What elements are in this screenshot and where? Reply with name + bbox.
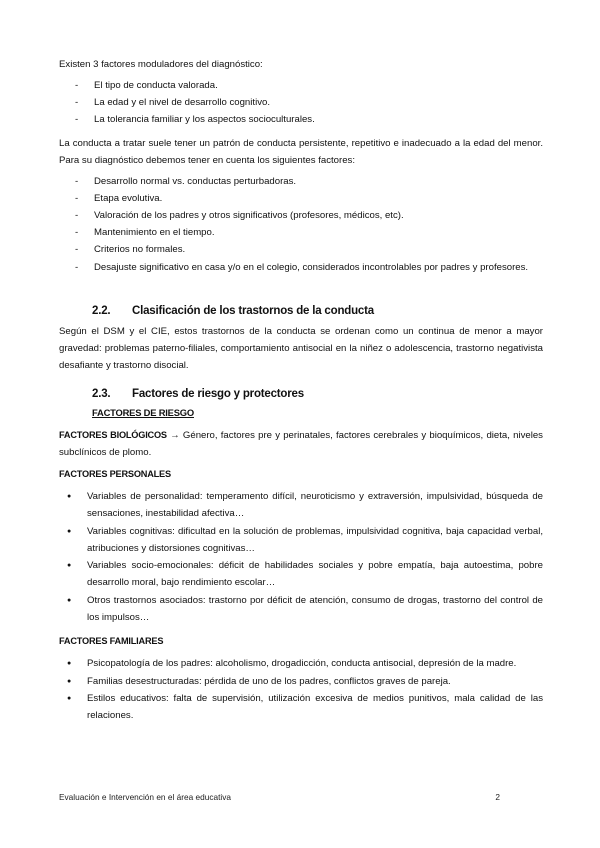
list-item: ● Variables socio-emocionales: déficit de habilidades sociales y pobre empatía, baja autoestima, pobre desarrollo moral, bajo rendimiento escolar… [59,557,543,592]
section-heading [59,305,543,317]
biological-label: FACTORES BIOLÓGICOS [59,430,167,440]
personal-list [59,488,543,626]
list-item: ● Psicopatología de los padres: alcoholismo, drogadicción, conducta antisocial, depresión de la madre. [59,655,543,672]
list-item: - Criterios no formales. [59,241,543,258]
intro-paragraph: La conducta a tratar suele tener un patrón de conducta persistente, repetitivo e inadecuado a la edad del menor. Para su diagnóstico debemos tener en cuenta los siguientes factores: [59,137,543,166]
list-item: - Valoración de los padres y otros significativos (profesores, médicos, etc). [59,207,543,224]
intro-lead: Existen 3 factores moduladores del diagnóstico: [59,59,263,70]
section-heading [59,388,543,400]
factor-list [59,173,543,276]
list-item: ● Variables cognitivas: dificultad en la solución de problemas, impulsividad cognitiva, baja capacidad verbal, atribuciones y distorsiones cognitivas… [59,523,543,558]
list-item: ● Estilos educativos: falta de supervisión, utilización excesiva de medios punitivos, mala calidad de las relaciones. [59,690,543,725]
biological-factors [59,427,543,461]
section-2-3 [59,388,543,725]
section-title: Factores de riesgo y protectores [132,388,304,400]
list-item: - Mantenimiento en el tiempo. [59,224,543,241]
modulator-list [59,77,543,129]
list-item: - Desarrollo normal vs. conductas perturbadoras. [59,173,543,190]
list-item: - La edad y el nivel de desarrollo cognitivo. [59,94,543,111]
family-label: FACTORES FAMILIARES [59,636,164,647]
list-item: ● Variables de personalidad: temperamento difícil, neuroticismo y extraversión, impulsividad, búsqueda de sensaciones, inestabilidad afectiva… [59,488,543,523]
arrow-icon: → [170,430,180,441]
list-item: - La tolerancia familiar y los aspectos socioculturales. [59,111,543,128]
section-2-2 [59,305,543,374]
personal-label: FACTORES PERSONALES [59,469,171,479]
biological-text: Género, factores pre y perinatales, factores cerebrales y bioquímicos, dieta, niveles subclínicos de plomo. [59,430,543,458]
section-paragraph: Según el DSM y el CIE, estos trastornos de la conducta se ordenan como un continua de menor a mayor gravedad: problemas paterno-filiales, comportamiento antisocial en la niñez o adolescencia, trastorno negativista desafiante y trastorno disocial. [59,326,543,371]
list-item: - Desajuste significativo en casa y/o en el colegio, considerados incontrolables por padres y profesores. [59,259,543,276]
footer-text: Evaluación e Intervención en el área educativa [59,792,232,802]
list-item: ● Familias desestructuradas: pérdida de uno de los padres, conflictos graves de pareja. [59,673,543,690]
family-list [59,655,543,724]
page-footer [59,792,500,802]
subsection-title: FACTORES DE RIESGO [92,407,194,418]
page-number: 2 [495,792,500,802]
section-number: 2.2. [92,305,111,317]
list-item: - El tipo de conducta valorada. [59,77,543,94]
section-number: 2.3. [92,388,111,400]
list-item: - Etapa evolutiva. [59,190,543,207]
intro-section [59,56,543,276]
section-title: Clasificación de los trastornos de la conducta [132,305,374,317]
list-item: ● Otros trastornos asociados: trastorno por déficit de atención, consumo de drogas, trastorno del control de los impulsos… [59,592,543,627]
